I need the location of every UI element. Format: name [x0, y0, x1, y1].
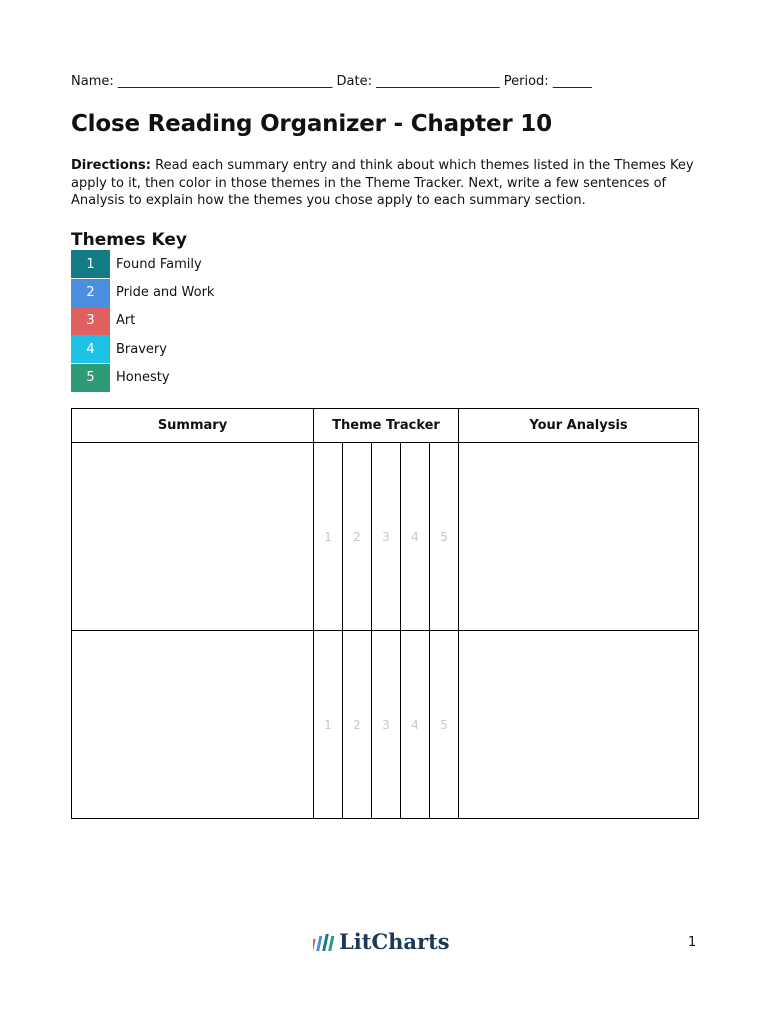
period-label: Period:	[503, 74, 549, 89]
page-title: Close Reading Organizer - Chapter 10	[71, 111, 552, 137]
litcharts-logo	[313, 929, 450, 954]
directions-text: Read each summary entry and think about which themes listed in the Themes Key apply to it, then color in those themes in the Theme Tracker. Next, write a few sentences of Analysis to explain how the themes you chose apply to each summary section.	[71, 158, 694, 208]
logo-bar	[313, 939, 316, 951]
table-header-row	[72, 409, 699, 443]
theme-swatch: 2	[71, 279, 110, 307]
theme-swatch: 3	[71, 307, 110, 335]
summary-header: Summary	[72, 409, 314, 443]
page-number: 1	[688, 935, 697, 950]
directions-label: Directions:	[71, 158, 151, 173]
logo-text: LitCharts	[339, 929, 450, 954]
analysis-cell[interactable]	[459, 443, 699, 631]
period-blank[interactable]: ______	[552, 74, 592, 89]
theme-tracker-cell	[314, 443, 459, 631]
analysis-header: Your Analysis	[459, 409, 699, 443]
date-blank[interactable]: ___________________	[376, 74, 500, 89]
theme-tracker-cell	[314, 631, 459, 819]
tracker-box[interactable]: 4	[400, 631, 429, 818]
analysis-cell[interactable]	[459, 631, 699, 819]
logo-bar	[328, 936, 334, 951]
themes-key-list	[71, 250, 214, 392]
theme-key-item	[71, 278, 214, 306]
summary-cell[interactable]	[72, 631, 314, 819]
tracker-box[interactable]: 5	[429, 631, 458, 818]
theme-key-item	[71, 250, 214, 278]
name-blank[interactable]: _________________________________	[117, 74, 333, 89]
tracker-box[interactable]: 5	[429, 443, 458, 630]
tracker-box[interactable]: 3	[371, 631, 400, 818]
student-info-line	[71, 74, 592, 89]
theme-label: Bravery	[116, 341, 167, 357]
themes-key-title: Themes Key	[71, 230, 187, 250]
theme-label: Pride and Work	[116, 285, 215, 301]
theme-label: Art	[116, 313, 136, 329]
theme-label: Honesty	[116, 370, 170, 386]
tracker-box[interactable]: 2	[342, 631, 371, 818]
logo-bar	[316, 936, 322, 951]
name-label: Name:	[71, 74, 114, 89]
logo-bar	[322, 934, 329, 951]
theme-swatch: 5	[71, 364, 110, 392]
theme-tracker	[314, 631, 458, 818]
tracker-box[interactable]: 2	[342, 443, 371, 630]
theme-key-item	[71, 364, 214, 392]
tracker-box[interactable]: 1	[324, 717, 332, 732]
summary-cell[interactable]	[72, 443, 314, 631]
logo-bars-icon	[313, 933, 335, 951]
theme-tracker-header: Theme Tracker	[314, 409, 459, 443]
date-label: Date:	[336, 74, 372, 89]
organizer-table	[71, 408, 699, 819]
tracker-box[interactable]: 4	[400, 443, 429, 630]
theme-swatch: 1	[71, 250, 110, 278]
theme-key-item	[71, 335, 214, 363]
table-row	[72, 631, 699, 819]
tracker-box[interactable]: 3	[371, 443, 400, 630]
directions	[71, 157, 696, 210]
theme-tracker	[314, 443, 458, 630]
theme-key-item	[71, 307, 214, 335]
table-row	[72, 443, 699, 631]
tracker-box[interactable]: 1	[324, 529, 332, 544]
theme-swatch: 4	[71, 335, 110, 363]
theme-label: Found Family	[116, 256, 202, 272]
